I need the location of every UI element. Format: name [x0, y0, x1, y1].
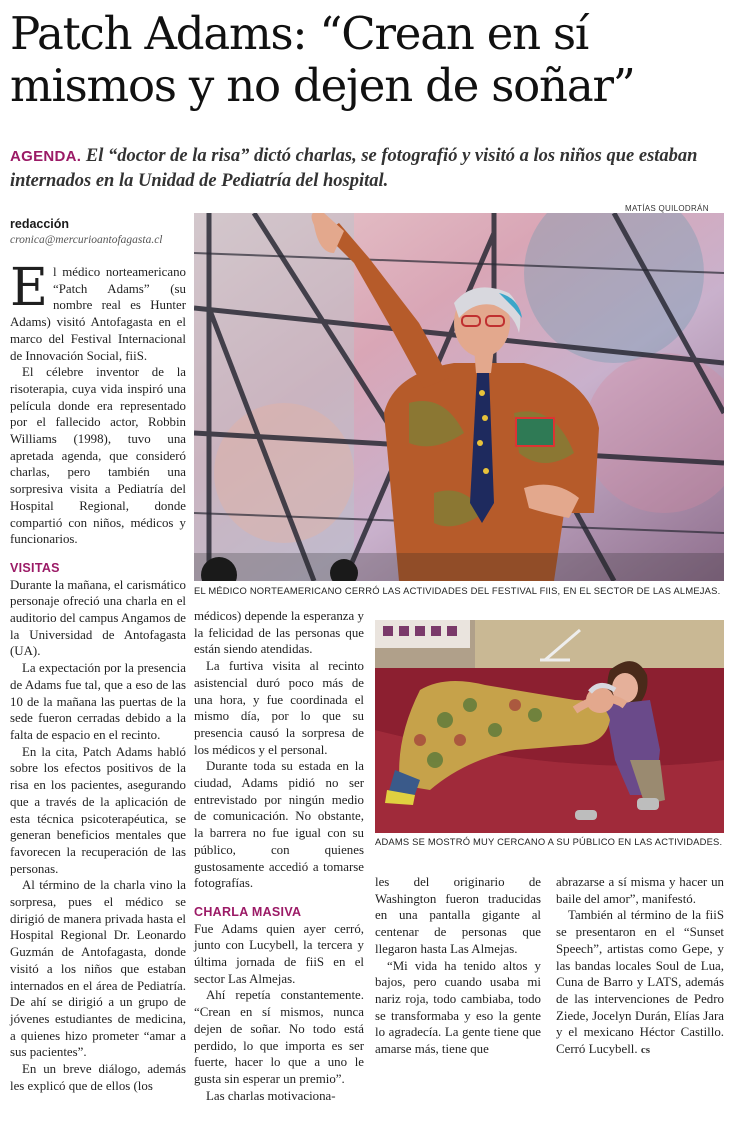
paragraph: Las charlas motivaciona- [206, 1088, 336, 1103]
main-photo-illustration [194, 213, 724, 581]
column-1 [10, 258, 186, 1094]
paragraph: El célebre inventor de la risoterapia, cuya vida inspiró una película donde era representado por el fallecido actor, Robbin Williams (1998), tuvo una apretada agenda, que consideró charlas, pero también una sorpresiva visita a Pediatría del Hospital Regional, donde compartió con niños, médicos y funcionarios. [10, 365, 186, 547]
secondary-photo-caption: ADAMS SE MOSTRÓ MUY CERCANO A SU PÚBLICO EN LAS ACTIVIDADES. [375, 836, 723, 847]
headline-line-1: Patch Adams: “Crean en sí [10, 7, 589, 60]
drop-cap: E [10, 258, 48, 318]
paragraph: La furtiva visita al recinto asistencial duró poco más de una hora, y fue coordinada el mismo día, por lo que su presencia causó la sorpresa de los médicos y el personal. [194, 659, 364, 757]
paragraph: La expectación por la presencia de Adams fue tal, que a eso de las 10 de la mañana las puertas de la sede fueron cerradas debido a la falta de espacio en el recinto. [10, 661, 186, 742]
paragraph: les del originario de Washington fueron traducidas en una pantalla gigante al centenar de personas que llegaron hasta Las Almejas. [375, 875, 541, 956]
lead-paragraph [10, 144, 720, 193]
paragraph: Durante toda su estada en la ciudad, Adams pidió no ser entrevistado por ningún medio de comunicación. No obstante, la barrera no fue igual con su público, con quienes gustosamente accedió a tomarse fotografías. [194, 759, 364, 891]
subheading-visitas: VISITAS [10, 560, 60, 575]
headline-line-2: mismos y no dejen de soñar” [10, 59, 635, 112]
paragraph: Ahí repetía constantemente. “Crean en sí mismos, nunca dejen de soñar. No todo está perdido, lo que importa es ser fuerte, hacer lo que a uno le gusta sin esperar un premio”. [194, 988, 364, 1086]
column-3 [375, 874, 541, 1058]
paragraph: En un breve diálogo, además les explicó que de ellos (los [10, 1062, 186, 1093]
paragraph: “Mi vida ha tenido altos y bajos, pero cuando usaba mi nariz roja, todo cambiaba, todo se transformaba y eso la gente lo agradecía. La gente tiene que amarse más, tiene que [375, 958, 541, 1057]
paragraph-text: También al término de la fiiS se presentaron en el “Sunset Speech”, artistas como Gepe, y las bandas locales Soul de Lua, Cuna de Barro y LATS, además de las intervenciones de Pedro Ziede, Jocelyn Durán, Elías Jara y el mexicano Héctor Castillo. Cerró Lucybell. [556, 908, 724, 1057]
secondary-photo [375, 620, 724, 833]
paragraph: Al término de la charla vino la sorpresa, pues el médico se dirigió de manera privada hasta el Hospital Regional Dr. Leonardo Guzmán de Antofagasta, donde visitó a los niños que estaban internados en el área de Pediatría. De ahí se dirigió a un grupo de jóvenes estudiantes de medicina, a quienes hizo prometer “amar a sus pacientes”. [10, 878, 186, 1060]
photo-credit: MATÍAS QUILODRÁN [625, 204, 709, 213]
paragraph [10, 258, 186, 364]
paragraph: abrazarse a sí misma y hacer un baile del amor”, manifestó. [556, 875, 724, 906]
lead-tag: AGENDA. [10, 148, 82, 165]
main-photo-caption: EL MÉDICO NORTEAMERICANO CERRÓ LAS ACTIVIDADES DEL FESTIVAL FIIS, EN EL SECTOR DE LAS ALMEJAS. [194, 585, 721, 596]
paragraph-text: l médico norteamericano “Patch Adams” (su nombre real es Hunter Adams) visitó Antofagasta en el marco del Festival Internacional de Innovación Social, fiiS. [10, 265, 186, 363]
paragraph: Durante la mañana, el carismático personaje ofreció una charla en el auditorio del campus Angamos de la Universidad de Antofagasta (UA). [10, 577, 186, 659]
paragraph: médicos) depende la esperanza y la felicidad de las personas que están siendo atendidas. [194, 609, 364, 657]
column-4 [556, 874, 724, 1059]
headline [10, 8, 725, 112]
column-2 [194, 608, 364, 1104]
paragraph: Fue Adams quien ayer cerró, junto con Lucybell, la tercera y última jornada de fiiS en el sector Las Almejas. [194, 921, 364, 986]
paragraph [556, 907, 724, 1058]
byline-email: cronica@mercurioantofagasta.cl [10, 234, 163, 246]
main-photo [194, 213, 724, 581]
lead-text: El “doctor de la risa” dictó charlas, se fotografió y visitó a los niños que estaban internados en la Unidad de Pediatría del hospital. [10, 146, 698, 191]
byline-name: redacción [10, 217, 70, 231]
paragraph: En la cita, Patch Adams habló sobre los efectos positivos de la risa en los pacientes, asegurando que a través de la aplicación de esta técnica psicoterapéutica, se generan beneficios mentales que favorecen la recuperación de las personas. [10, 744, 186, 876]
secondary-photo-illustration [375, 620, 724, 833]
end-mark-icon: cs [640, 1044, 651, 1057]
subheading-charla-masiva: CHARLA MASIVA [194, 904, 302, 919]
